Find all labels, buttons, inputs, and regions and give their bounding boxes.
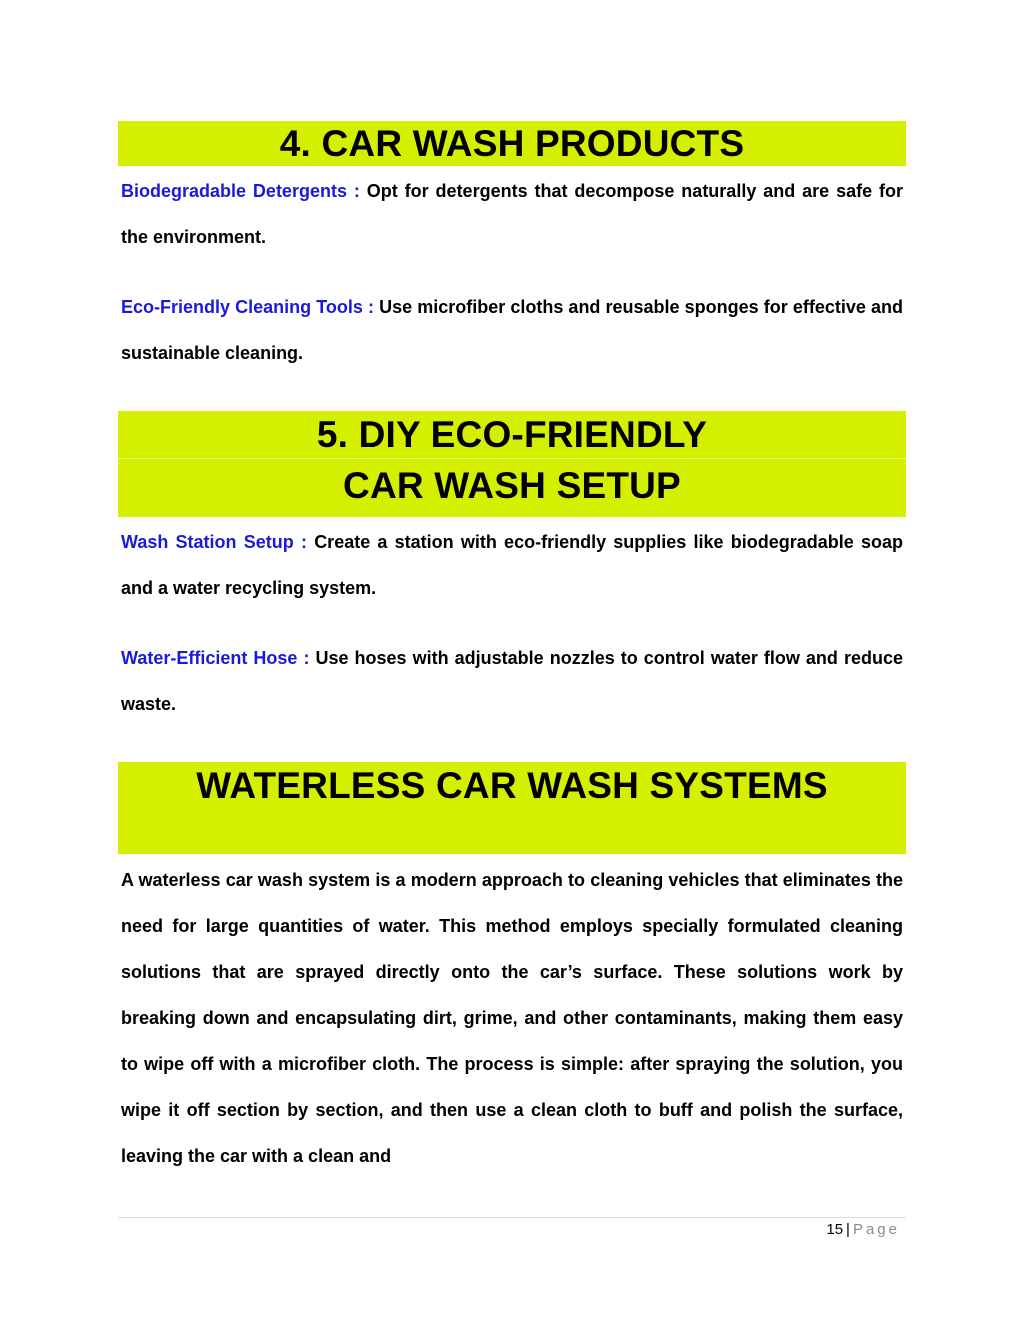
footer-separator: | (846, 1221, 850, 1238)
page-label: Page (852, 1221, 900, 1238)
section-heading-diy-eco-friendly-setup (118, 411, 906, 517)
term-description: Create a station with eco-friendly supplies like biodegradable soap and a water recycling system. (121, 532, 903, 598)
heading-line: 5. DIY ECO-FRIENDLY (316, 414, 708, 455)
term-description: Use hoses with adjustable nozzles to control water flow and reduce waste. (121, 648, 903, 714)
term-label: Water-Efficient Hose : (121, 648, 310, 668)
paragraph-waterless-description: A waterless car wash system is a modern approach to cleaning vehicles that eliminates the need for large quantities of water. This method employs specially formulated cleaning solutions that are sprayed directly onto the car’s surface. These solutions work by breaking down and encapsulating dirt, grime, and other contaminants, making them easy to wipe off with a microfiber cloth. The process is simple: after spraying the solution, you wipe it off section by section, and then use a clean cloth to buff and polish the surface, leaving the car with a clean and (121, 870, 903, 1166)
page-footer (826, 1221, 900, 1238)
section-heading-waterless-car-wash-systems (118, 762, 906, 854)
section-heading-car-wash-products (118, 121, 906, 166)
paragraph-water-efficient-hose (121, 635, 903, 727)
heading-line: 4. CAR WASH PRODUCTS (279, 123, 745, 164)
term-label: Biodegradable Detergents : (121, 181, 360, 201)
paragraph-wash-station-setup (121, 519, 903, 611)
footer-divider (118, 1217, 906, 1218)
term-label: Wash Station Setup : (121, 532, 307, 552)
paragraph-biodegradable-detergents (121, 168, 903, 260)
heading-line: CAR WASH SETUP (118, 458, 906, 513)
term-label: Eco-Friendly Cleaning Tools : (121, 297, 374, 317)
paragraph-eco-friendly-cleaning-tools (121, 284, 903, 376)
term-description: Use microfiber cloths and reusable sponges for effective and sustainable cleaning. (121, 297, 903, 363)
heading-line: WATERLESS CAR WASH SYSTEMS (196, 765, 828, 806)
term-description: Opt for detergents that decompose naturally and are safe for the environment. (121, 181, 903, 247)
page-number: 15 (826, 1221, 844, 1238)
